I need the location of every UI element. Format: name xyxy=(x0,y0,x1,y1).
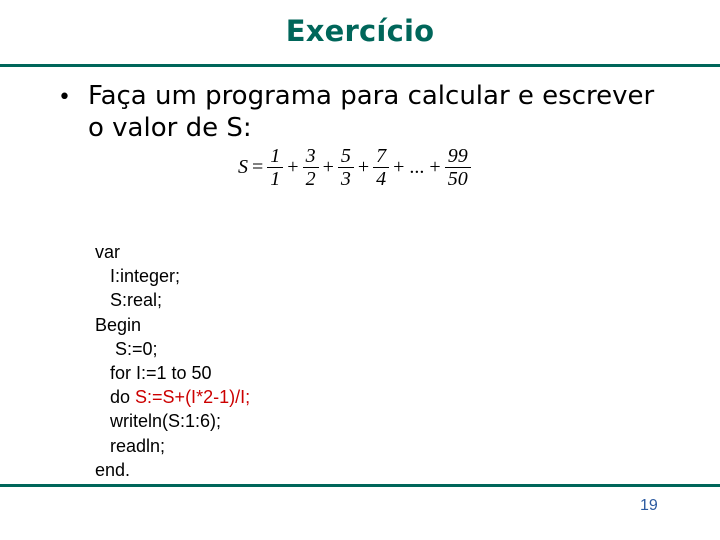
ellipsis: ... xyxy=(409,156,425,178)
bullet-marker: • xyxy=(58,85,71,110)
fraction-1 xyxy=(267,145,283,190)
fraction-numerator: 5 xyxy=(340,145,351,167)
fraction-numerator: 99 xyxy=(447,145,468,167)
formula-lhs: S xyxy=(238,156,248,178)
code-block xyxy=(95,240,250,482)
code-line: S:real; xyxy=(95,290,163,311)
fraction-3 xyxy=(338,145,354,190)
fraction-4 xyxy=(373,145,389,190)
fraction-denominator: 1 xyxy=(267,167,283,190)
fraction-denominator: 2 xyxy=(303,167,319,190)
formula-equals: = xyxy=(252,156,264,178)
page-number: 19 xyxy=(640,497,658,514)
code-line: readln; xyxy=(95,435,166,456)
code-line: for I:=1 to 50 xyxy=(95,363,212,384)
fraction-denominator: 50 xyxy=(445,167,471,190)
fraction-numerator: 1 xyxy=(270,145,281,167)
plus-sign: + xyxy=(287,156,299,178)
code-line: writeln(S:1:6); xyxy=(95,411,222,432)
code-line: end. xyxy=(95,459,131,480)
code-prefix: do xyxy=(95,387,136,408)
fraction-denominator: 4 xyxy=(373,167,389,190)
fraction-numerator: 7 xyxy=(376,145,387,167)
code-line: var xyxy=(95,242,121,262)
code-line: S:=0; xyxy=(95,338,158,359)
code-highlight: S:=S+(I*2-1)/I; xyxy=(135,387,251,408)
fraction-denominator: 3 xyxy=(338,167,354,190)
top-divider xyxy=(0,64,720,67)
fraction-5 xyxy=(445,145,471,190)
plus-sign: + xyxy=(322,156,334,178)
code-line: I:integer; xyxy=(95,266,181,287)
plus-sign: + xyxy=(393,156,405,178)
fraction-2 xyxy=(303,145,319,190)
fraction-numerator: 3 xyxy=(305,145,316,167)
bullet-text: Faça um programa para calcular e escrever o valor de S: xyxy=(88,81,655,143)
formula xyxy=(238,145,471,190)
plus-sign: + xyxy=(357,156,370,178)
code-line xyxy=(95,385,250,409)
bottom-divider xyxy=(0,484,720,487)
code-line: Begin xyxy=(95,314,142,335)
slide-title: Exercício xyxy=(285,14,435,48)
plus-sign: + xyxy=(429,156,441,178)
